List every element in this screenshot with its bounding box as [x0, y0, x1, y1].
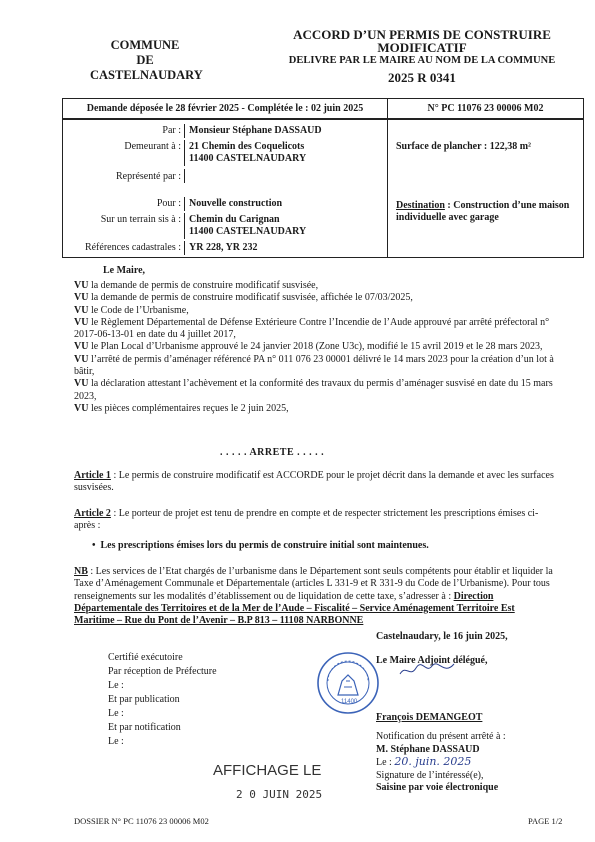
certificate-line: Par réception de Préfecture: [108, 666, 217, 677]
vu-list: [74, 280, 554, 415]
notification-signature: Signature de l’intéressé(e),: [376, 769, 484, 781]
demeurant-label: Demeurant à :: [124, 141, 181, 152]
notification-block: [376, 731, 506, 795]
notification-line: Notification du présent arrêté à :: [376, 731, 506, 742]
notification-le: Le :: [376, 757, 392, 768]
commune-line: DE: [136, 53, 154, 67]
vu-item: [74, 305, 554, 317]
references-label: Références cadastrales :: [84, 242, 181, 253]
permit-number: N° PC 11076 23 00006 M02: [427, 103, 544, 114]
separator: [184, 241, 185, 255]
vu-item: [74, 354, 554, 379]
nb-text: : Les services de l’Etat chargés de l’urbanisme dans le Département sont seuls compétents pour établir et liquider la Taxe d’Aménagement Communale et Départementale (articles L 331-9 et R 331-9 du Code de l’Urbanisme). Pour tous renseignements sur les modalités d’établissement ou de liquidation de cette taxe, s’adresser à :: [74, 566, 553, 602]
vu-text: le Plan Local d’Urbanisme approuvé le 24 janvier 2018 (Zone U3c), modifié le 15 avril 2019 et le 28 mars 2023,: [88, 341, 543, 353]
arrete-heading: . . . . . ARRETE . . . . .: [220, 447, 325, 458]
vu-keyword: VU: [74, 378, 89, 390]
nb-address: Direction Départementale des Territoires et de la Mer de l’Aude – Fiscalité – Service Aménagement Territoire Est Maritime – Rue du Pont de l’Avenir – B.P 813 – 11108 NARBONNE: [74, 590, 515, 627]
vu-keyword: VU: [74, 304, 89, 316]
certificate-line: Le :: [108, 736, 124, 747]
vu-text: la déclaration attestant l’achèvement et la conformité des travaux du permis d’aménager susvisé en date du 15 mars 2023,: [74, 378, 553, 402]
notification-name: M. Stéphane DASSAUD: [376, 743, 480, 755]
prescription-text: Les prescriptions émises lors du permis de construire initial sont maintenues.: [100, 540, 429, 551]
details-divider: [387, 120, 388, 257]
vu-item: [74, 341, 554, 353]
certificate-line: Le :: [108, 680, 124, 691]
vu-item: [74, 403, 554, 415]
certificate-block: [108, 651, 217, 749]
nb-note: [74, 566, 554, 627]
footer-dossier: DOSSIER N° PC 11076 23 00006 M02: [74, 816, 209, 826]
separator: [184, 213, 185, 239]
arrete-number: 2025 R 0341: [388, 70, 456, 85]
article-2-label: Article 2: [74, 508, 111, 519]
vu-text: le Code de l’Urbanisme,: [88, 304, 189, 316]
commune-name: [90, 38, 203, 83]
vu-item: [74, 280, 554, 292]
article-1-label: Article 1: [74, 470, 111, 481]
terrain-address-2: 11400 CASTELNAUDARY: [189, 226, 307, 237]
handwritten-date: 20. juin. 2025: [394, 755, 472, 768]
city-stamp: [316, 651, 380, 715]
affichage-label: AFFICHAGE LE: [213, 762, 322, 779]
vu-keyword: VU: [74, 402, 89, 414]
document-title: [262, 28, 582, 84]
bullet-icon: •: [92, 540, 101, 551]
title-line-2: MODIFICATIF: [377, 40, 467, 55]
floor-area: Surface de plancher : 122,38 m²: [396, 141, 532, 152]
terrain-address-1: Chemin du Carignan: [189, 214, 280, 225]
vu-keyword: VU: [74, 292, 89, 304]
destination-value: : Construction d’une maison individuelle avec garage: [396, 200, 570, 223]
vu-text: l’arrêté de permis d’aménager référencé PA n° 011 076 23 00001 délivré le 14 mars 2023 pour la création d’un lot à bâtir,: [74, 353, 554, 378]
vu-text: les pièces complémentaires reçues le 2 juin 2025,: [88, 402, 289, 414]
pour-label: Pour :: [156, 198, 181, 209]
vu-text: la demande de permis de construire modificatif susvisée,: [88, 280, 319, 291]
demande-dates: Demande déposée le 28 février 2025 - Complétée le : 02 juin 2025: [63, 99, 388, 118]
title-line-1: ACCORD D’UN PERMIS DE CONSTRUIRE: [293, 27, 551, 42]
notification-le-row: [376, 756, 506, 770]
separator: [184, 140, 185, 166]
destination: [396, 200, 576, 224]
par-label: Par :: [162, 125, 181, 136]
vu-keyword: VU: [74, 280, 89, 291]
le-maire-heading: Le Maire,: [103, 265, 146, 276]
certificate-line: Et par notification: [108, 722, 181, 733]
prescription-bullet: [92, 540, 429, 551]
vu-item: [74, 292, 554, 304]
vu-keyword: VU: [74, 316, 89, 328]
article-2: [74, 508, 554, 533]
separator: [184, 197, 185, 211]
vu-keyword: VU: [74, 353, 89, 365]
project-type: Nouvelle construction: [189, 198, 283, 209]
vu-text: le Règlement Départemental de Défense Extérieure Contre l’Incendie de l’Aude approuvé par arrêté préfectoral n° 2017-06-13-01 en date du 4 juillet 2017,: [74, 316, 550, 341]
title-line-3: DELIVRE PAR LE MAIRE AU NOM DE LA COMMUNE: [288, 55, 556, 66]
details-box: [62, 119, 584, 258]
vu-text: la demande de permis de construire modificatif susvisée, affichée le 07/03/2025,: [88, 292, 413, 304]
separator: [184, 169, 185, 183]
terrain-label: Sur un terrain sis à :: [100, 214, 181, 225]
article-2-text: : Le porteur de projet est tenu de prendre en compte et de respecter strictement les prescriptions émises ci-après :: [74, 508, 539, 532]
nb-label: NB: [74, 566, 88, 577]
vu-item: [74, 378, 554, 403]
certificate-line: Et par publication: [108, 694, 180, 705]
signatory-role: Le Maire Adjoint délégué,: [376, 655, 488, 666]
stamp-seal: [316, 651, 380, 715]
certificate-line: Certifié exécutoire: [108, 652, 183, 663]
affichage-date: 2 0 JUIN 2025: [236, 788, 323, 801]
applicant-name: Monsieur Stéphane DASSAUD: [189, 125, 322, 136]
stamp-postcode: 11400: [341, 699, 358, 705]
commune-line: CASTELNAUDARY: [90, 68, 203, 82]
cadastral-references: YR 228, YR 232: [189, 242, 258, 253]
vu-item: [74, 317, 554, 342]
demande-header-box: [62, 98, 584, 119]
signatory-name: François DEMANGEOT: [376, 712, 483, 723]
article-1: [74, 470, 554, 495]
applicant-address-2: 11400 CASTELNAUDARY: [189, 153, 307, 164]
destination-label: Destination: [396, 200, 445, 211]
notification-method: Saisine par voie électronique: [376, 782, 499, 793]
applicant-address-1: 21 Chemin des Coquelicots: [189, 141, 305, 152]
certificate-line: Le :: [108, 708, 124, 719]
article-1-text: : Le permis de construire modificatif est ACCORDE pour le projet décrit dans la demande et avec les surfaces susvisées.: [74, 470, 554, 494]
footer-page: PAGE 1/2: [528, 816, 563, 826]
mayor-signature: [398, 660, 458, 680]
vu-keyword: VU: [74, 341, 89, 353]
represente-label: Représenté par :: [116, 171, 181, 182]
date-place: Castelnaudary, le 16 juin 2025,: [376, 631, 508, 642]
separator: [184, 124, 185, 138]
commune-line: COMMUNE: [110, 38, 180, 52]
